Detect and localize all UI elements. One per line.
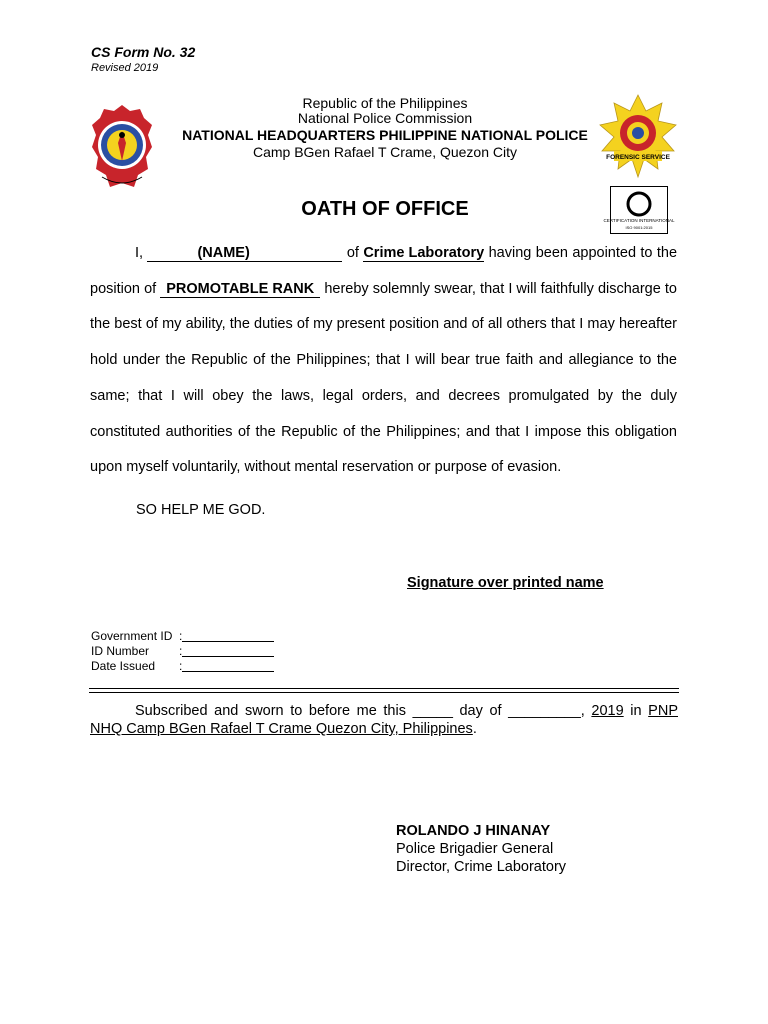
document-title: OATH OF OFFICE bbox=[301, 198, 469, 220]
header-republic: Republic of the Philippines bbox=[302, 95, 468, 111]
oath-appointed: having been appointed to the position of bbox=[90, 245, 678, 297]
certification-logo-icon bbox=[603, 186, 675, 234]
sworn-text: Subscribed and sworn to before me this _____ day of _________, bbox=[135, 703, 585, 719]
certification-standard: ISO 9001:2015 bbox=[625, 225, 653, 230]
id-row-government: Government ID : bbox=[91, 629, 274, 644]
signer-name: ROLANDO J HINANAY bbox=[396, 823, 551, 839]
id-row-date: Date Issued : bbox=[91, 659, 274, 674]
office-field[interactable]: Crime Laboratory bbox=[363, 245, 485, 261]
name-field-label: (NAME) bbox=[197, 245, 250, 261]
pnp-seal-icon bbox=[90, 103, 154, 195]
sworn-end: . bbox=[472, 721, 477, 737]
header-camp: Camp BGen Rafael T Crame, Quezon City bbox=[252, 144, 518, 160]
signature-label: Signature over printed name bbox=[407, 575, 604, 591]
oath-text: hereby solemnly swear, that I will faithfully discharge to the best of my ability, the duties of my present position and of all others that I may hereafter hold under the Republic of the Philippines; that I will bear true faith and allegiance to the same; that I will obey the laws, legal orders, and decrees promulgated by the duly constituted authorities of the Republic of the Philippines; and that I impose this obligation upon myself voluntarily, without mental reservation or purpose of evasion. bbox=[90, 280, 677, 476]
header-nhq: NATIONAL HEADQUARTERS PHILIPPINE NATIONAL POLICE bbox=[182, 127, 588, 143]
sworn-in: in bbox=[630, 703, 642, 719]
forensic-badge-icon bbox=[598, 93, 678, 179]
signer-office: Director, Crime Laboratory bbox=[396, 859, 567, 875]
id-number-field[interactable] bbox=[182, 644, 274, 657]
forensic-badge-text: FORENSIC SERVICE bbox=[606, 154, 670, 161]
oath-of: of bbox=[346, 245, 359, 261]
id-fields bbox=[91, 629, 274, 674]
date-issued-label: Date Issued bbox=[91, 659, 156, 673]
signer-rank: Police Brigadier General bbox=[396, 841, 554, 857]
section-divider bbox=[89, 688, 679, 693]
form-number: CS Form No. 32 bbox=[91, 44, 196, 60]
sworn-year: 2019 bbox=[591, 703, 624, 719]
id-number-label: ID Number bbox=[91, 644, 150, 658]
certification-text: CERTIFICATION INTERNATIONAL bbox=[603, 218, 675, 223]
sworn-statement bbox=[90, 702, 678, 738]
form-revision: Revised 2019 bbox=[91, 62, 159, 74]
name-field[interactable] bbox=[147, 245, 342, 262]
government-id-field[interactable] bbox=[182, 629, 274, 642]
oath-paragraph bbox=[90, 236, 677, 486]
position-field[interactable]: PROMOTABLE RANK bbox=[160, 281, 320, 298]
sworn-place: PNP NHQ Camp BGen Rafael T Crame Quezon City, Philippines bbox=[90, 703, 678, 737]
government-id-label: Government ID bbox=[91, 629, 173, 643]
closing-text: SO HELP ME GOD. bbox=[136, 502, 266, 518]
header-commission: National Police Commission bbox=[297, 110, 473, 126]
oath-pronoun: I, bbox=[135, 245, 144, 261]
signer-block bbox=[396, 822, 566, 876]
date-issued-field[interactable] bbox=[182, 659, 274, 672]
id-row-number: ID Number : bbox=[91, 644, 274, 659]
